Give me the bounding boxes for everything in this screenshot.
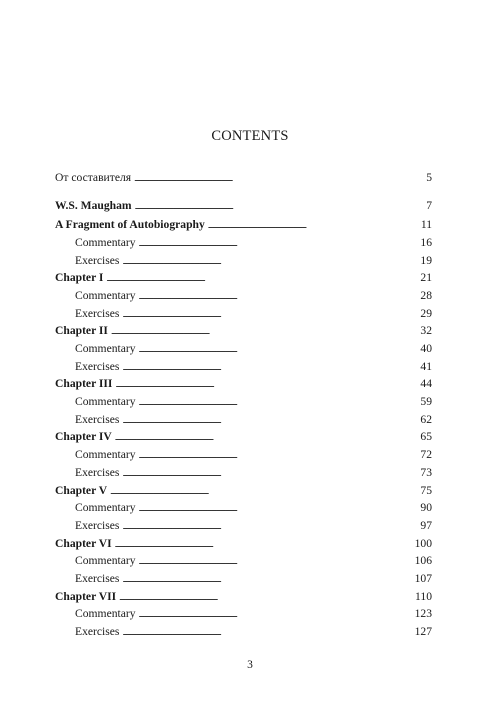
toc-entry-label: Exercises [75, 466, 120, 479]
toc-page-number: 62 [420, 413, 432, 426]
toc-entry [55, 590, 432, 604]
toc-entry-label: Exercises [75, 307, 120, 320]
toc-entry-label: Chapter VI [55, 537, 112, 550]
toc-entry [55, 377, 432, 391]
toc-page-number: 7 [426, 199, 432, 212]
toc-entry-label: Commentary [75, 607, 136, 620]
toc-page-number: 21 [420, 271, 432, 284]
dot-leader [122, 360, 418, 374]
dot-leader [139, 342, 419, 356]
toc-page-number: 65 [420, 430, 432, 443]
toc-page-number: 40 [420, 342, 432, 355]
toc-subentry [75, 413, 432, 427]
page-number: 3 [247, 659, 253, 671]
page-title: CONTENTS [211, 128, 289, 144]
dot-leader [122, 413, 418, 427]
toc-entry-label: Commentary [75, 395, 136, 408]
toc-page-number: 97 [420, 519, 432, 532]
toc-entry-label: Commentary [75, 448, 136, 461]
dot-leader [115, 537, 413, 551]
dot-leader [139, 395, 419, 409]
toc-subentry [75, 360, 432, 374]
toc-subentry [75, 254, 432, 268]
toc-page-number: 28 [420, 289, 432, 302]
toc-entry [55, 271, 432, 285]
table-of-contents [55, 0, 432, 710]
toc-page-number: 32 [420, 324, 432, 337]
toc-subentry [75, 448, 432, 462]
toc-entry [55, 484, 432, 498]
toc-subentry [75, 289, 432, 303]
toc-page-number: 107 [414, 572, 432, 585]
dot-leader [122, 307, 418, 321]
dot-leader [139, 554, 413, 568]
dot-leader [122, 466, 418, 480]
toc-page-number: 123 [414, 607, 432, 620]
toc-page-number: 5 [426, 171, 432, 184]
toc-entry-label: Commentary [75, 289, 136, 302]
toc-entry [55, 171, 432, 185]
toc-entry-label: От составителя [55, 171, 132, 184]
toc-entry-label: Chapter I [55, 271, 104, 284]
toc-page-number: 44 [420, 377, 432, 390]
toc-entry-label: Commentary [75, 501, 136, 514]
toc-subentry [75, 466, 432, 480]
toc-subentry [75, 501, 432, 515]
toc-entry-label: Chapter V [55, 484, 108, 497]
toc-subentry [75, 572, 432, 586]
toc-subentry [75, 519, 432, 533]
toc-subentry [75, 607, 432, 621]
toc-entry [55, 199, 432, 213]
toc-entry-label: Chapter III [55, 377, 113, 390]
toc-entry-label: Chapter IV [55, 430, 112, 443]
toc-entry-label: A Fragment of Autobiography [55, 218, 205, 231]
toc-page-number: 100 [414, 537, 432, 550]
dot-leader [208, 218, 419, 232]
toc-entry-label: W.S. Maugham [55, 199, 132, 212]
dot-leader [122, 254, 418, 268]
toc-subentry [75, 236, 432, 250]
toc-entry [55, 537, 432, 551]
toc-page-number: 29 [420, 307, 432, 320]
toc-entry [55, 324, 432, 338]
dot-leader [135, 199, 425, 213]
toc-entry [55, 218, 432, 232]
toc-page-number: 72 [420, 448, 432, 461]
dot-leader [110, 484, 418, 498]
toc-entry-label: Chapter VII [55, 590, 117, 603]
toc-page-number: 19 [420, 254, 432, 267]
dot-leader [122, 572, 412, 586]
toc-page-number: 73 [420, 466, 432, 479]
toc-entry-label: Chapter II [55, 324, 108, 337]
toc-entry-label: Exercises [75, 519, 120, 532]
toc-entry-label: Commentary [75, 236, 136, 249]
dot-leader [111, 324, 418, 338]
toc-page-number: 75 [420, 484, 432, 497]
toc-subentry [75, 395, 432, 409]
toc-entry-label: Commentary [75, 554, 136, 567]
dot-leader [139, 448, 419, 462]
toc-page-number: 11 [420, 218, 432, 231]
toc-page-number: 110 [415, 590, 432, 603]
toc-page-number: 16 [420, 236, 432, 249]
dot-leader [122, 625, 412, 639]
toc-page-number: 59 [420, 395, 432, 408]
dot-leader [122, 519, 418, 533]
toc-page-number: 41 [420, 360, 432, 373]
dot-leader [139, 289, 419, 303]
dot-leader [134, 171, 424, 185]
toc-entry-label: Exercises [75, 360, 120, 373]
dot-leader [119, 590, 413, 604]
toc-subentry [75, 625, 432, 639]
dot-leader [106, 271, 418, 285]
toc-entry-label: Exercises [75, 625, 120, 638]
toc-subentry [75, 342, 432, 356]
toc-entry-label: Exercises [75, 572, 120, 585]
toc-subentry [75, 554, 432, 568]
toc-subentry [75, 307, 432, 321]
dot-leader [139, 236, 419, 250]
toc-entry [55, 430, 432, 444]
toc-entry-label: Commentary [75, 342, 136, 355]
toc-entry-label: Exercises [75, 413, 120, 426]
toc-page-number: 127 [414, 625, 432, 638]
toc-page-number: 90 [420, 501, 432, 514]
toc-page-number: 106 [414, 554, 432, 567]
dot-leader [139, 607, 413, 621]
dot-leader [115, 377, 418, 391]
dot-leader [139, 501, 419, 515]
dot-leader [115, 430, 419, 444]
toc-entry-label: Exercises [75, 254, 120, 267]
